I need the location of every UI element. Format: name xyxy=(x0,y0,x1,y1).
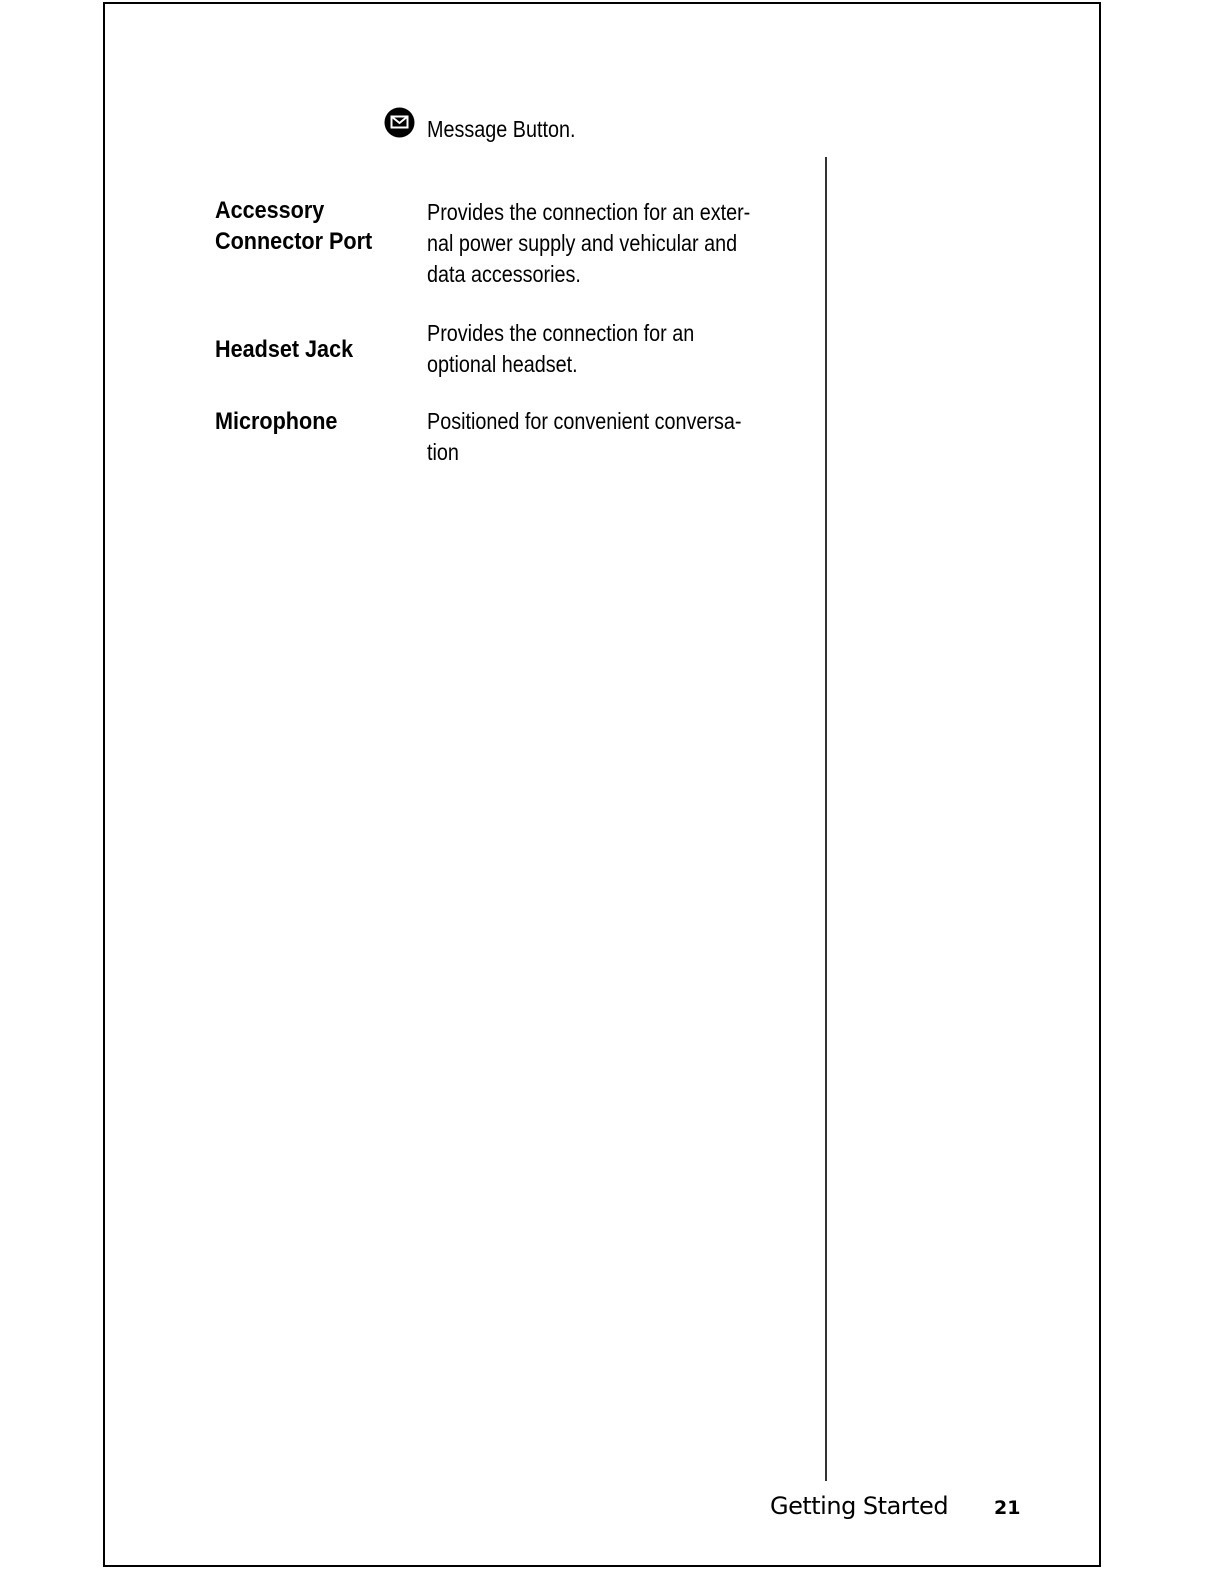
message-button-label: Message Button. xyxy=(427,116,576,142)
desc-line: Provides the connection for an xyxy=(427,320,695,346)
message-button-row xyxy=(384,104,415,140)
desc-line: optional headset. xyxy=(427,351,578,377)
desc-line: Provides the connection for an exter- xyxy=(427,199,751,225)
term-microphone xyxy=(215,406,337,437)
column-divider xyxy=(825,157,827,1481)
desc-line: tion xyxy=(427,439,459,465)
term-line: Accessory xyxy=(215,197,325,224)
desc-headset-jack xyxy=(427,318,694,380)
term-line: Headset Jack xyxy=(215,336,354,363)
desc-accessory-connector-port xyxy=(427,197,750,290)
envelope-icon xyxy=(384,107,415,138)
desc-line: data accessories. xyxy=(427,261,581,287)
desc-microphone xyxy=(427,406,741,468)
desc-line: nal power supply and vehicular and xyxy=(427,230,738,256)
term-accessory-connector-port xyxy=(215,195,372,257)
footer-page-number: 21 xyxy=(994,1497,1021,1519)
desc-line: Positioned for convenient conversa- xyxy=(427,408,742,434)
footer-section-title: Getting Started xyxy=(770,1492,949,1520)
term-line: Connector Port xyxy=(215,228,373,255)
term-line: Microphone xyxy=(215,408,338,435)
term-headset-jack xyxy=(215,334,353,365)
